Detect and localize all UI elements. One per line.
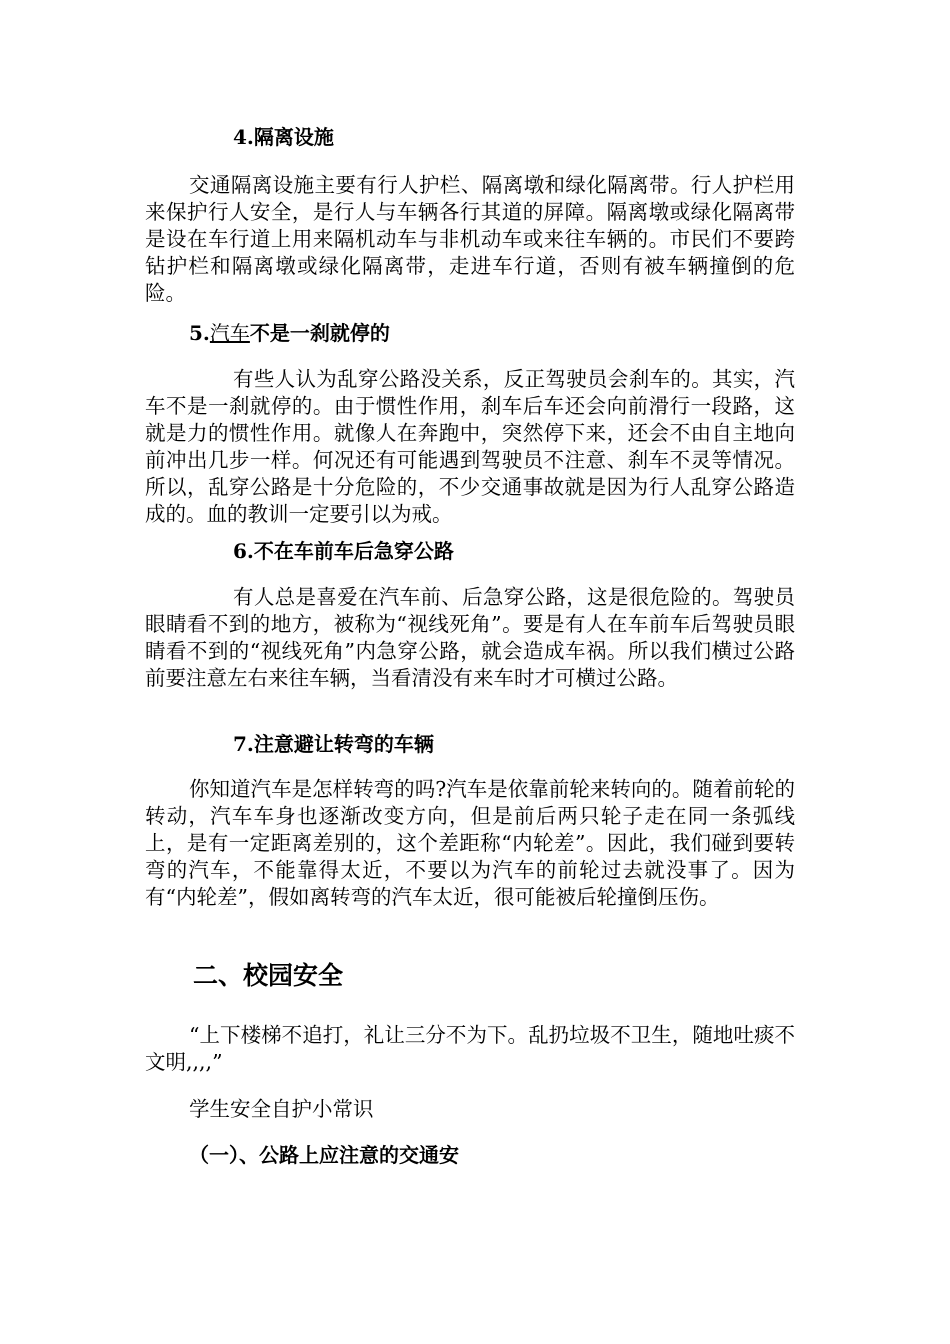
quote-text: “上下楼梯不追打，礼让三分不为下。乱扔垃圾不卫生，随地吐痰不文明,,,,” (145, 1023, 795, 1074)
section-5-body: 有些人认为乱穿公路没关系，反正驾驶员会刹车的。其实，汽车不是一刹就停的。由于惯性作用，刹车后车还会向前滑行一段路，这就是力的惯性作用。就像人在奔跑中，突然停下来，还会不由自主地向前冲出几步一样。何况还有可能遇到驾驶员不注意、刹车不灵等情况。所以，乱穿公路是十分危险的，不少交通事故就是因为行人乱穿公路造成的。血的教训一定要引以为戒。 (145, 367, 795, 526)
section-7-body: 你知道汽车是怎样转弯的吗?汽车是依靠前轮来转向的。随着前轮的转动，汽车车身也逐渐改变方向，但是前后两只轮子走在同一条弧线上，是有一定距离差别的，这个差距称“内轮差”。因此，我们碰到要转弯的汽车，不能靠得太近，不要以为汽车的前轮过去就没事了。因为有“内轮差”，假如离转弯的汽车太近，很可能被后轮撞倒压伤。 (145, 777, 795, 909)
section-5-heading-suffix: 不是一刹就停的 (249, 321, 390, 345)
section-6-body: 有人总是喜爱在汽车前、后急穿公路，这是很危险的。驾驶员眼睛看不到的地方，被称为“视线死角”。要是有人在车前车后驾驶员眼睛看不到的“视线死角”内急穿公路，就会造成车祸。所以我们横过公路前要注意左右来往车辆，当看清没有来车时才可横过公路。 (145, 585, 795, 690)
section-4-body: 交通隔离设施主要有行人护栏、隔离墩和绿化隔离带。行人护栏用来保护行人安全，是行人与车辆各行其道的屏障。隔离墩或绿化隔离带是设在车行道上用来隔机动车与非机动车或来往车辆的。市民们不要跨钻护栏和隔离墩或绿化隔离带，走进车行道，否则有被车辆撞倒的危险。 (145, 173, 795, 305)
section-5-heading-link[interactable]: 汽车 (209, 321, 250, 345)
section-7-heading: 7.注意避让转弯的车辆 (233, 732, 434, 756)
section-4-heading: 4.隔离设施 (233, 125, 334, 149)
chapter-heading: 二、校园安全 (193, 961, 344, 990)
sub-heading: （一）、公路上应注意的交通安 (189, 1143, 459, 1167)
section-5-heading-prefix: 5. (189, 321, 210, 345)
section-6-heading: 6.不在车前车后急穿公路 (233, 539, 454, 563)
subtitle: 学生安全自护小常识 (189, 1097, 374, 1121)
section-5-heading (189, 320, 390, 346)
